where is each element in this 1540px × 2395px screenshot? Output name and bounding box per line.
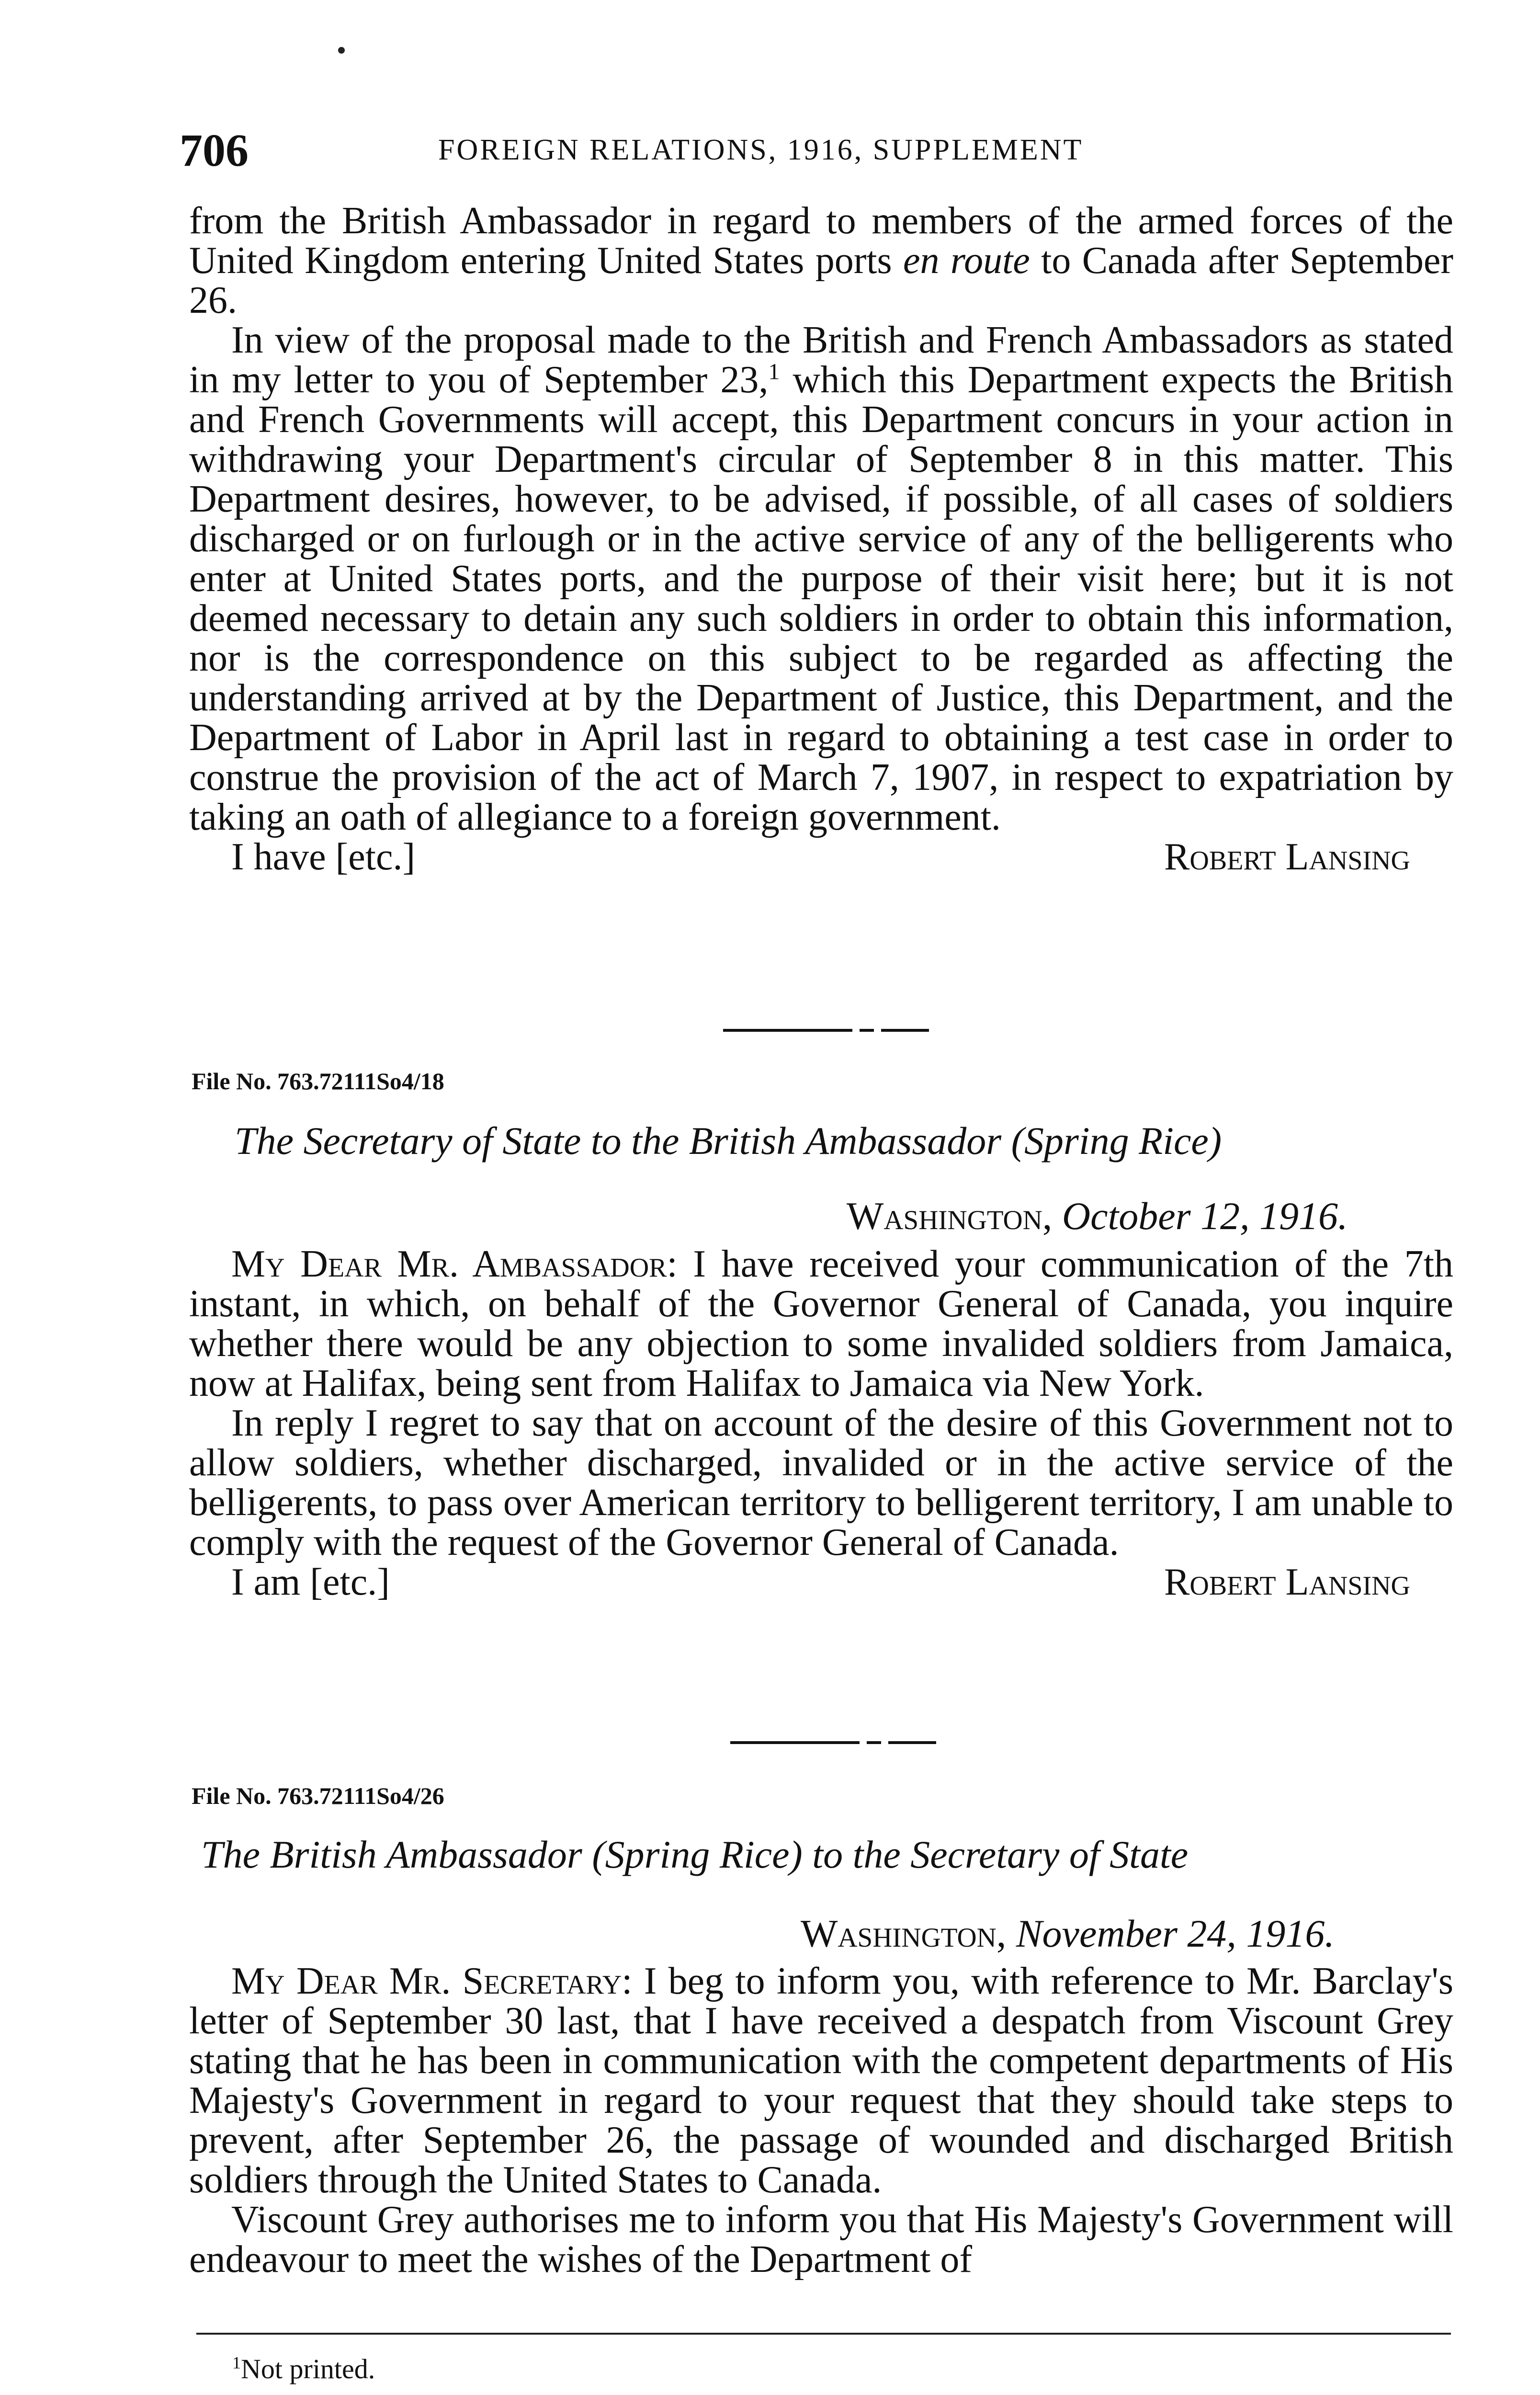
section-1-paragraph-1 <box>189 201 1453 320</box>
footnote-reference: 1 <box>768 359 780 385</box>
page-number: 706 <box>180 125 249 176</box>
section-3-paragraph-2: Viscount Grey authorises me to inform you that His Majesty's Government will endeavour to meet the wishes of the Department of <box>189 2199 1453 2281</box>
section-2-paragraph-1 <box>189 1244 1453 1403</box>
title-name: Spring Rice <box>1024 1119 1209 1163</box>
text-run: : I beg to inform you, with reference to Mr. Barclay's letter of September 30 last, that I have received a despatch from Viscount Grey stating that he has been in communication with the competent departments of His Majesty's Government in regard to your request that they should take steps to prevent, after September 26, the passage of wounded and discharged British soldiers through the United States to Canada. <box>189 1960 1454 2201</box>
title-text: The Secretary of State to the British Ambassador ( <box>235 1119 1024 1163</box>
speck-mark <box>338 47 345 54</box>
page-header <box>180 124 1444 186</box>
title-text: ) <box>1208 1119 1222 1163</box>
section-2-paragraph-2: In reply I regret to say that on account of the desire of this Government not to allow soldiers, whether discharged, invalided or in the active service of the belligerents, to pass over American territory to belligerent territory, I am unable to comply with the request of the Governor General of Canada. <box>189 1402 1453 1563</box>
footnote-marker: 1 <box>232 2353 241 2372</box>
title-text: The British Ambassador ( <box>201 1833 605 1876</box>
text-run: In view of the proposal made to the British and French Ambassadors as stated in my letter to you of September 23, <box>189 319 1453 401</box>
section-1 <box>189 201 1453 877</box>
text-run: from the British Ambassador in regard to members of the armed forces of the United Kingdom entering United States ports <box>189 200 1453 282</box>
dateline-place: Washington, <box>847 1194 1053 1238</box>
dateline-date: October 12, 1916. <box>1062 1194 1348 1238</box>
section-3-paragraph-1 <box>189 1962 1453 2200</box>
running-head: FOREIGN RELATIONS, 1916, SUPPLEMENT <box>438 134 1084 166</box>
signature: Robert Lansing <box>1164 836 1410 878</box>
italic-phrase: en route <box>903 240 1030 282</box>
closing-text: I have [etc.] <box>231 836 416 878</box>
dateline <box>801 1911 1335 1956</box>
section-3 <box>189 1962 1453 2280</box>
salutation: My Dear Mr. Ambassador <box>231 1243 667 1285</box>
footnote <box>232 2353 375 2385</box>
title-name: Spring Rice <box>605 1833 790 1876</box>
text-run: to Canada after September 26. <box>189 240 1453 321</box>
section-1-closing-line <box>189 837 1453 877</box>
dateline-place: Washington, <box>801 1912 1007 1955</box>
title-text: ) to the Secretary of State <box>789 1833 1189 1876</box>
file-number: File No. 763.72111So4/26 <box>192 1782 444 1809</box>
document-title <box>201 1832 1188 1877</box>
footnote-rule <box>196 2333 1451 2335</box>
section-2 <box>189 1244 1453 1602</box>
signature: Robert Lansing <box>1164 1561 1410 1603</box>
section-2-closing-line <box>189 1562 1453 1602</box>
document-title <box>235 1118 1222 1163</box>
text-run: : I have received your communication of the 7th instant, in which, on behalf of the Governor General of Canada, you inquire whether there would be any objection to some invalided soldiers from Jamaica, now at Halifax, being sent from Halifax to Jamaica via New York. <box>189 1243 1453 1404</box>
file-number: File No. 763.72111So4/18 <box>192 1068 444 1095</box>
salutation: My Dear Mr. Secretary <box>231 1960 622 2002</box>
section-1-paragraph-2 <box>189 320 1453 837</box>
footnote-text: Not printed. <box>241 2353 375 2384</box>
closing-text: I am [etc.] <box>231 1561 390 1603</box>
dateline-date: November 24, 1916. <box>1016 1912 1335 1955</box>
text-run: which this Department expects the British and French Governments will accept, this Department concurs in your action in withdrawing your Department's circular of September 8 in this matter. This Department desires, however, to be advised, if possible, of all cases of soldiers discharged or on furlough or in the active service of any of the belligerents who enter at United States ports, and the purpose of their visit here; but it is not deemed necessary to detain any such soldiers in order to obtain this information, nor is the correspondence on this subject to be regarded as affecting the understanding arrived at by the Department of Justice, this Department, and the Department of Labor in April last in regard to obtaining a test case in order to construe the provision of the act of March 7, 1907, in respect to expatriation by taking an oath of allegiance to a foreign government. <box>189 359 1454 838</box>
dateline <box>847 1194 1348 1239</box>
